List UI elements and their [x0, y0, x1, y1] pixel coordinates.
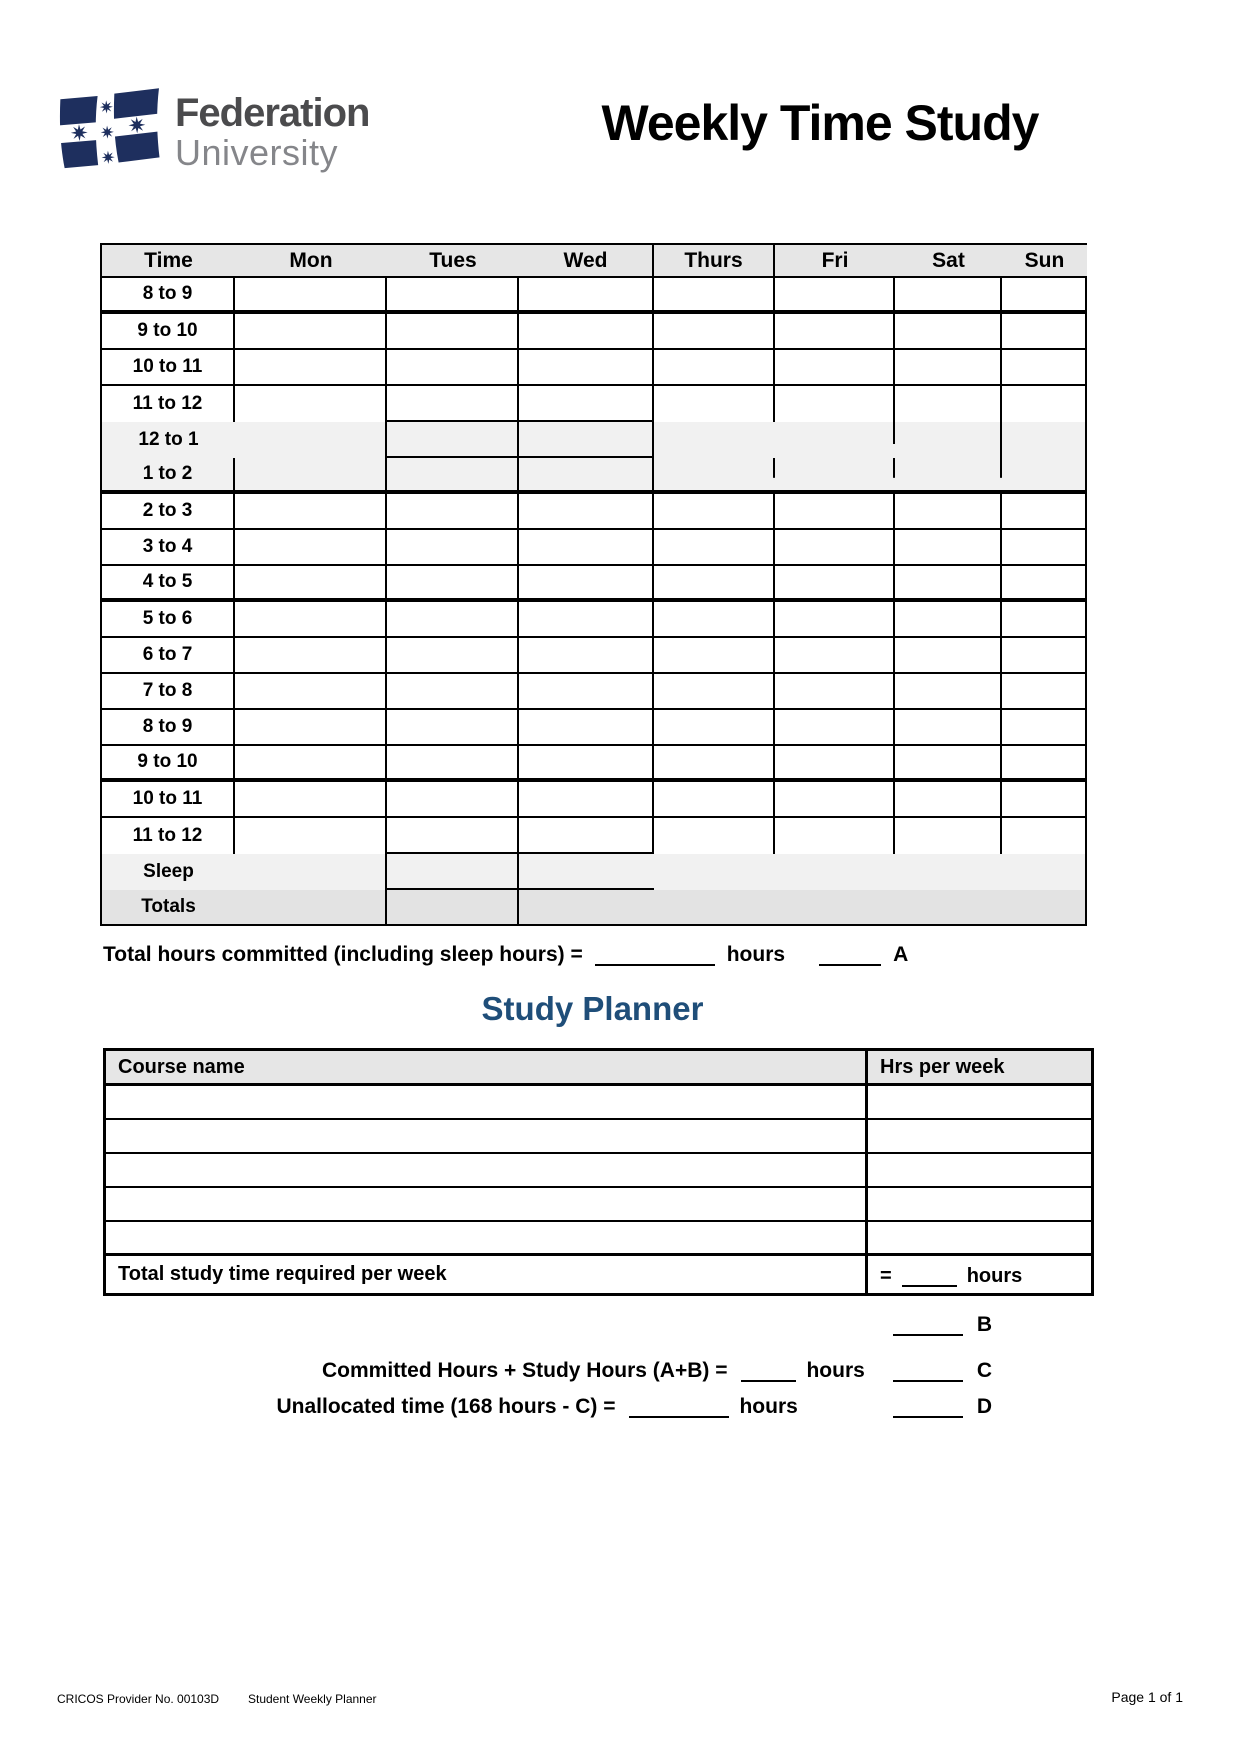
timetable-cell[interactable] [895, 710, 1002, 746]
ref-b-fill-line[interactable] [893, 1315, 963, 1336]
timetable-header-sun: Sun [1002, 245, 1087, 278]
timetable-cell[interactable] [519, 782, 654, 818]
timetable-cell[interactable] [895, 890, 1002, 926]
timetable-cell[interactable] [895, 782, 1002, 818]
unallocated-time-label: Unallocated time (168 hours - C) = [276, 1394, 616, 1418]
federation-logo [55, 85, 369, 179]
logo-text [175, 93, 369, 171]
timetable-cell[interactable] [387, 494, 519, 530]
course-name-cell[interactable] [106, 1188, 868, 1222]
ref-c-label: C [976, 1358, 992, 1382]
timetable-cell[interactable] [387, 386, 519, 422]
timetable-row [102, 710, 1087, 746]
timetable-row [102, 818, 1087, 854]
time-label: Totals [102, 890, 235, 926]
timetable-cell[interactable] [519, 818, 654, 854]
timetable-cell[interactable] [775, 854, 895, 890]
timetable-cell[interactable] [654, 494, 775, 530]
timetable-cell[interactable] [387, 638, 519, 674]
timetable-cell[interactable] [895, 386, 1002, 422]
timetable-cell[interactable] [1002, 278, 1087, 314]
timetable-cell[interactable] [654, 674, 775, 710]
study-planner-header-row [106, 1051, 1091, 1086]
timetable-row [102, 746, 1087, 782]
cricos-provider-text: CRICOS Provider No. 00103D [57, 1692, 220, 1706]
course-name-cell[interactable] [106, 1120, 868, 1154]
timetable-cell[interactable] [235, 890, 387, 926]
timetable-header-row [102, 245, 1087, 278]
timetable-cell[interactable] [235, 530, 387, 566]
timetable-cell[interactable] [235, 674, 387, 710]
timetable-cell[interactable] [1002, 782, 1087, 818]
timetable-cell[interactable] [387, 674, 519, 710]
timetable-cell[interactable] [235, 278, 387, 314]
time-label: 9 to 10 [102, 314, 235, 350]
timetable-cell[interactable] [519, 566, 654, 602]
timetable-cell[interactable] [895, 530, 1002, 566]
ref-a-fill-line[interactable] [819, 945, 881, 966]
calc-line-b [100, 1310, 992, 1337]
course-hours-cell[interactable] [868, 1120, 1091, 1154]
timetable-cell[interactable] [1002, 458, 1087, 494]
timetable-header-fri: Fri [775, 245, 895, 278]
timetable-row [102, 458, 1087, 494]
timetable-cell[interactable] [235, 782, 387, 818]
timetable-cell[interactable] [387, 746, 519, 782]
hours-word-c: hours [806, 1358, 865, 1382]
hours-word-a: hours [726, 942, 786, 966]
timetable-cell[interactable] [1002, 494, 1087, 530]
course-row [106, 1120, 1091, 1154]
timetable-cell[interactable] [235, 314, 387, 350]
timetable-cell[interactable] [654, 818, 775, 854]
time-label: 5 to 6 [102, 602, 235, 638]
timetable-cell[interactable] [235, 386, 387, 422]
document-name-text: Student Weekly Planner [248, 1692, 377, 1706]
timetable-cell[interactable] [895, 350, 1002, 386]
timetable-cell[interactable] [895, 638, 1002, 674]
timetable-cell[interactable] [775, 566, 895, 602]
timetable-header-tues: Tues [387, 245, 519, 278]
timetable-cell[interactable] [654, 314, 775, 350]
ref-c-fill-line[interactable] [893, 1361, 963, 1382]
time-label: 2 to 3 [102, 494, 235, 530]
total-study-fill-line[interactable] [902, 1267, 957, 1287]
timetable-header-wed: Wed [519, 245, 654, 278]
logo-university-text: University [175, 132, 339, 173]
timetable-cell[interactable] [654, 710, 775, 746]
course-hours-cell[interactable] [868, 1188, 1091, 1222]
timetable-row [102, 530, 1087, 566]
unallocated-time-fill-line[interactable] [629, 1397, 729, 1418]
timetable-row [102, 422, 1087, 458]
timetable-cell[interactable] [235, 494, 387, 530]
course-hours-cell[interactable] [868, 1154, 1091, 1188]
timetable-cell[interactable] [1002, 386, 1087, 422]
timetable-cell[interactable] [895, 314, 1002, 350]
timetable-cell[interactable] [654, 746, 775, 782]
timetable-cell[interactable] [654, 350, 775, 386]
flag-icon [55, 85, 167, 179]
timetable-row [102, 386, 1087, 422]
timetable-cell[interactable] [654, 422, 775, 458]
ref-d-fill-line[interactable] [893, 1397, 963, 1418]
timetable-cell[interactable] [387, 710, 519, 746]
timetable-cell[interactable] [519, 386, 654, 422]
timetable-cell[interactable] [654, 458, 775, 494]
timetable-cell[interactable] [895, 494, 1002, 530]
timetable-cell[interactable] [387, 278, 519, 314]
timetable-cell[interactable] [654, 854, 775, 890]
calc-line-c [100, 1356, 992, 1383]
timetable-cell[interactable] [387, 422, 519, 458]
time-label: 7 to 8 [102, 674, 235, 710]
timetable-cell[interactable] [519, 710, 654, 746]
timetable-cell[interactable] [1002, 602, 1087, 638]
timetable-cell[interactable] [895, 278, 1002, 314]
committed-hours-label: Committed Hours + Study Hours (A+B) = [322, 1358, 728, 1382]
timetable-cell[interactable] [235, 422, 387, 458]
timetable-cell[interactable] [775, 458, 895, 494]
timetable-cell[interactable] [654, 890, 775, 926]
time-label: 10 to 11 [102, 782, 235, 818]
timetable-cell[interactable] [775, 530, 895, 566]
timetable-cell[interactable] [519, 890, 654, 926]
timetable-cell[interactable] [895, 746, 1002, 782]
timetable-cell[interactable] [387, 818, 519, 854]
time-label: 11 to 12 [102, 818, 235, 854]
timetable-cell[interactable] [895, 602, 1002, 638]
total-committed-line [103, 940, 1088, 967]
committed-hours-fill-line[interactable] [741, 1361, 796, 1382]
timetable-cell[interactable] [235, 818, 387, 854]
timetable-cell[interactable] [1002, 710, 1087, 746]
timetable-cell[interactable] [895, 854, 1002, 890]
timetable-cell[interactable] [519, 422, 654, 458]
timetable-cell[interactable] [235, 638, 387, 674]
timetable-cell[interactable] [387, 602, 519, 638]
timetable-cell[interactable] [775, 278, 895, 314]
timetable-cell[interactable] [1002, 422, 1087, 458]
page-title: Weekly Time Study [601, 95, 1039, 151]
timetable-cell[interactable] [775, 494, 895, 530]
timetable-cell[interactable] [1002, 566, 1087, 602]
timetable-cell[interactable] [519, 854, 654, 890]
course-name-cell[interactable] [106, 1086, 868, 1120]
timetable-header-time: Time [102, 245, 235, 278]
ref-d-label: D [976, 1394, 992, 1418]
timetable-cell[interactable] [387, 314, 519, 350]
ref-a-label: A [893, 942, 909, 966]
page-number: Page 1 of 1 [1111, 1689, 1183, 1705]
timetable-cell[interactable] [387, 530, 519, 566]
timetable-cell[interactable] [235, 602, 387, 638]
timetable-cell[interactable] [235, 458, 387, 494]
timetable-cell[interactable] [775, 350, 895, 386]
course-hours-cell[interactable] [868, 1222, 1091, 1256]
timetable-row [102, 890, 1087, 926]
weekly-timetable [100, 243, 1087, 926]
time-label: 10 to 11 [102, 350, 235, 386]
time-label: 11 to 12 [102, 386, 235, 422]
timetable-cell[interactable] [519, 278, 654, 314]
timetable-cell[interactable] [775, 602, 895, 638]
time-label: 8 to 9 [102, 278, 235, 314]
course-row [106, 1154, 1091, 1188]
timetable-cell[interactable] [1002, 314, 1087, 350]
timetable-cell[interactable] [895, 566, 1002, 602]
timetable-cell[interactable] [895, 458, 1002, 494]
timetable-cell[interactable] [235, 854, 387, 890]
timetable-cell[interactable] [519, 314, 654, 350]
time-label: 4 to 5 [102, 566, 235, 602]
timetable-cell[interactable] [519, 494, 654, 530]
timetable-cell[interactable] [775, 638, 895, 674]
timetable-cell[interactable] [895, 818, 1002, 854]
timetable-header-mon: Mon [235, 245, 387, 278]
timetable-cell[interactable] [235, 710, 387, 746]
timetable-cell[interactable] [519, 458, 654, 494]
timetable-cell[interactable] [387, 350, 519, 386]
timetable-cell[interactable] [775, 746, 895, 782]
timetable-row [102, 674, 1087, 710]
timetable-cell[interactable] [387, 566, 519, 602]
timetable-cell[interactable] [775, 422, 895, 458]
logo-federation-text: Federation [175, 91, 370, 135]
course-name-cell[interactable] [106, 1154, 868, 1188]
hrs-per-week-header: Hrs per week [868, 1051, 1091, 1086]
time-label: 3 to 4 [102, 530, 235, 566]
timetable-cell[interactable] [654, 638, 775, 674]
timetable-cell[interactable] [235, 746, 387, 782]
timetable-row [102, 782, 1087, 818]
timetable-cell[interactable] [775, 674, 895, 710]
timetable-cell[interactable] [1002, 530, 1087, 566]
timetable-cell[interactable] [1002, 818, 1087, 854]
hours-word-d: hours [739, 1394, 798, 1418]
total-study-value [868, 1256, 1091, 1293]
timetable-cell[interactable] [387, 458, 519, 494]
time-label: 8 to 9 [102, 710, 235, 746]
timetable-row [102, 278, 1087, 314]
timetable-cell[interactable] [895, 422, 1002, 458]
time-label: 1 to 2 [102, 458, 235, 494]
study-planner-heading: Study Planner [481, 990, 704, 1027]
timetable-row [102, 566, 1087, 602]
timetable-row [102, 494, 1087, 530]
course-row [106, 1222, 1091, 1256]
timetable-cell[interactable] [654, 782, 775, 818]
timetable-cell[interactable] [654, 530, 775, 566]
study-planner-table [103, 1048, 1094, 1296]
timetable-cell[interactable] [519, 350, 654, 386]
timetable-cell[interactable] [387, 890, 519, 926]
timetable-cell[interactable] [387, 782, 519, 818]
hours-word-total: hours [966, 1264, 1023, 1287]
course-row [106, 1188, 1091, 1222]
total-study-label: Total study time required per week [106, 1256, 868, 1293]
timetable-cell[interactable] [895, 674, 1002, 710]
course-name-cell[interactable] [106, 1222, 868, 1256]
timetable-row [102, 350, 1087, 386]
timetable-row [102, 854, 1087, 890]
timetable-row [102, 602, 1087, 638]
course-row [106, 1086, 1091, 1120]
timetable-cell[interactable] [1002, 746, 1087, 782]
timetable-cell[interactable] [519, 746, 654, 782]
timetable-cell[interactable] [775, 314, 895, 350]
timetable-cell[interactable] [775, 890, 895, 926]
time-label: Sleep [102, 854, 235, 890]
ref-b-label: B [976, 1312, 992, 1336]
equals-sign: = [880, 1264, 892, 1287]
timetable-cell[interactable] [1002, 638, 1087, 674]
total-committed-fill-line[interactable] [595, 945, 715, 966]
course-name-header: Course name [106, 1051, 868, 1086]
timetable-header-sat: Sat [895, 245, 1002, 278]
timetable-cell[interactable] [1002, 890, 1087, 926]
total-study-row [106, 1256, 1091, 1293]
time-label: 9 to 10 [102, 746, 235, 782]
timetable-row [102, 314, 1087, 350]
timetable-cell[interactable] [775, 386, 895, 422]
timetable-cell[interactable] [654, 386, 775, 422]
timetable-cell[interactable] [519, 638, 654, 674]
timetable-cell[interactable] [387, 854, 519, 890]
timetable-cell[interactable] [654, 566, 775, 602]
timetable-cell[interactable] [654, 602, 775, 638]
calc-line-d [100, 1392, 992, 1419]
timetable-cell[interactable] [519, 674, 654, 710]
timetable-cell[interactable] [775, 710, 895, 746]
timetable-cell[interactable] [235, 566, 387, 602]
timetable-cell[interactable] [775, 818, 895, 854]
timetable-header-thurs: Thurs [654, 245, 775, 278]
timetable-cell[interactable] [1002, 350, 1087, 386]
time-label: 12 to 1 [102, 422, 235, 458]
timetable-cell[interactable] [775, 782, 895, 818]
timetable-cell[interactable] [1002, 854, 1087, 890]
time-label: 6 to 7 [102, 638, 235, 674]
timetable-cell[interactable] [235, 350, 387, 386]
course-hours-cell[interactable] [868, 1086, 1091, 1120]
timetable-cell[interactable] [519, 530, 654, 566]
timetable-row [102, 638, 1087, 674]
timetable-cell[interactable] [519, 602, 654, 638]
total-committed-label: Total hours committed (including sleep hours) = [103, 942, 583, 966]
timetable-cell[interactable] [1002, 674, 1087, 710]
timetable-cell[interactable] [654, 278, 775, 314]
